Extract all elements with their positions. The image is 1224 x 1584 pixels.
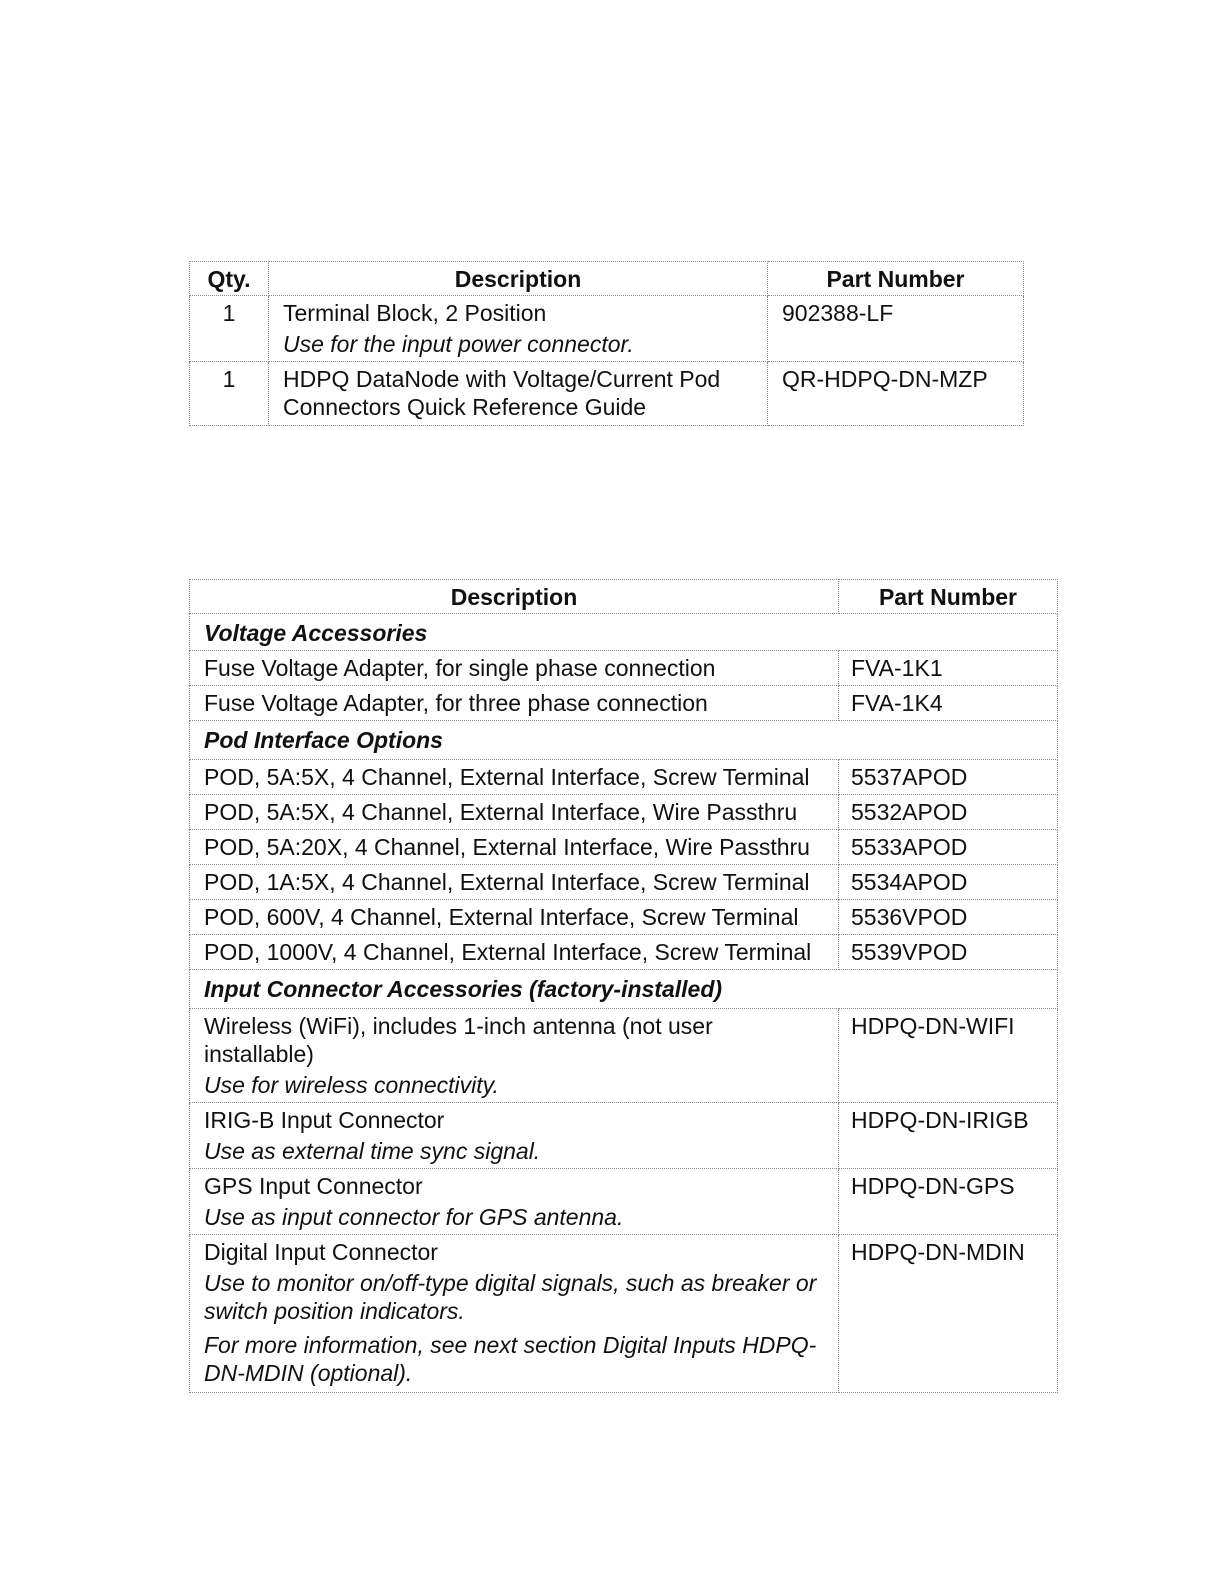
part-number-cell: HDPQ-DN-WIFI [839, 1009, 1058, 1103]
table-row [190, 795, 1058, 830]
description-cell: POD, 5A:5X, 4 Channel, External Interface, Screw Terminal [190, 760, 839, 795]
description-cell [190, 1009, 839, 1103]
description-cell: POD, 5A:5X, 4 Channel, External Interface, Wire Passthru [190, 795, 839, 830]
part-number-cell: 5537APOD [839, 760, 1058, 795]
section-row-pod-interface-options [190, 721, 1058, 760]
table-row [190, 865, 1058, 900]
table-row [190, 686, 1058, 721]
part-number-cell: 5534APOD [839, 865, 1058, 900]
description-cell: Fuse Voltage Adapter, for three phase connection [190, 686, 839, 721]
part-number-cell: 5539VPOD [839, 935, 1058, 970]
description-cell: POD, 5A:20X, 4 Channel, External Interface, Wire Passthru [190, 830, 839, 865]
item-note: Use to monitor on/off-type digital signals, such as breaker or switch position indicators. [204, 1270, 817, 1324]
description-cell: POD, 600V, 4 Channel, External Interface, Screw Terminal [190, 900, 839, 935]
qty-cell: 1 [190, 362, 269, 426]
item-title: Digital Input Connector [204, 1239, 438, 1265]
description-header: Description [269, 262, 768, 296]
description-cell: POD, 1A:5X, 4 Channel, External Interface, Screw Terminal [190, 865, 839, 900]
qty-header: Qty. [190, 262, 269, 296]
item-title: IRIG-B Input Connector [204, 1107, 445, 1133]
section-title: Pod Interface Options [190, 721, 1058, 760]
table-row [190, 651, 1058, 686]
table-row [190, 760, 1058, 795]
table-row [190, 296, 1024, 362]
part-number-cell: HDPQ-DN-MDIN [839, 1235, 1058, 1393]
table-row [190, 1235, 1058, 1393]
table-header-row [190, 580, 1058, 614]
section-title: Voltage Accessories [190, 614, 1058, 651]
item-title: GPS Input Connector [204, 1173, 423, 1199]
description-cell [190, 1169, 839, 1235]
description-cell: POD, 1000V, 4 Channel, External Interface, Screw Terminal [190, 935, 839, 970]
description-cell [269, 296, 768, 362]
section-title: Input Connector Accessories (factory-installed) [190, 970, 1058, 1009]
table-row [190, 362, 1024, 426]
section-row-input-connector-accessories [190, 970, 1058, 1009]
description-header: Description [190, 580, 839, 614]
table-row [190, 935, 1058, 970]
accessories-table [189, 579, 1058, 1393]
item-note: Use for wireless connectivity. [204, 1072, 499, 1098]
part-number-cell: HDPQ-DN-GPS [839, 1169, 1058, 1235]
item-title: Terminal Block, 2 Position [283, 300, 547, 326]
kit-contents-table [189, 261, 1024, 426]
part-number-cell: 902388-LF [768, 296, 1024, 362]
part-number-cell: 5533APOD [839, 830, 1058, 865]
item-note-more-info: For more information, see next section Digital Inputs HDPQ-DN-MDIN (optional). [204, 1332, 817, 1386]
part-number-header: Part Number [839, 580, 1058, 614]
item-title: Wireless (WiFi), includes 1-inch antenna (not user installable) [204, 1013, 713, 1067]
section-row-voltage-accessories [190, 614, 1058, 651]
description-cell [190, 1103, 839, 1169]
description-cell: HDPQ DataNode with Voltage/Current Pod Connectors Quick Reference Guide [269, 362, 768, 426]
description-cell: Fuse Voltage Adapter, for single phase connection [190, 651, 839, 686]
item-note: Use for the input power connector. [283, 331, 634, 357]
part-number-cell: 5532APOD [839, 795, 1058, 830]
part-number-cell: FVA-1K1 [839, 651, 1058, 686]
table-row [190, 900, 1058, 935]
part-number-cell: HDPQ-DN-IRIGB [839, 1103, 1058, 1169]
table-row [190, 1169, 1058, 1235]
table-row [190, 830, 1058, 865]
part-number-header: Part Number [768, 262, 1024, 296]
item-note: Use as external time sync signal. [204, 1138, 541, 1164]
description-cell [190, 1235, 839, 1393]
part-number-cell: FVA-1K4 [839, 686, 1058, 721]
item-note: Use as input connector for GPS antenna. [204, 1204, 624, 1230]
table-row [190, 1009, 1058, 1103]
qty-cell: 1 [190, 296, 269, 362]
table-header-row [190, 262, 1024, 296]
part-number-cell: 5536VPOD [839, 900, 1058, 935]
part-number-cell: QR-HDPQ-DN-MZP [768, 362, 1024, 426]
table-row [190, 1103, 1058, 1169]
